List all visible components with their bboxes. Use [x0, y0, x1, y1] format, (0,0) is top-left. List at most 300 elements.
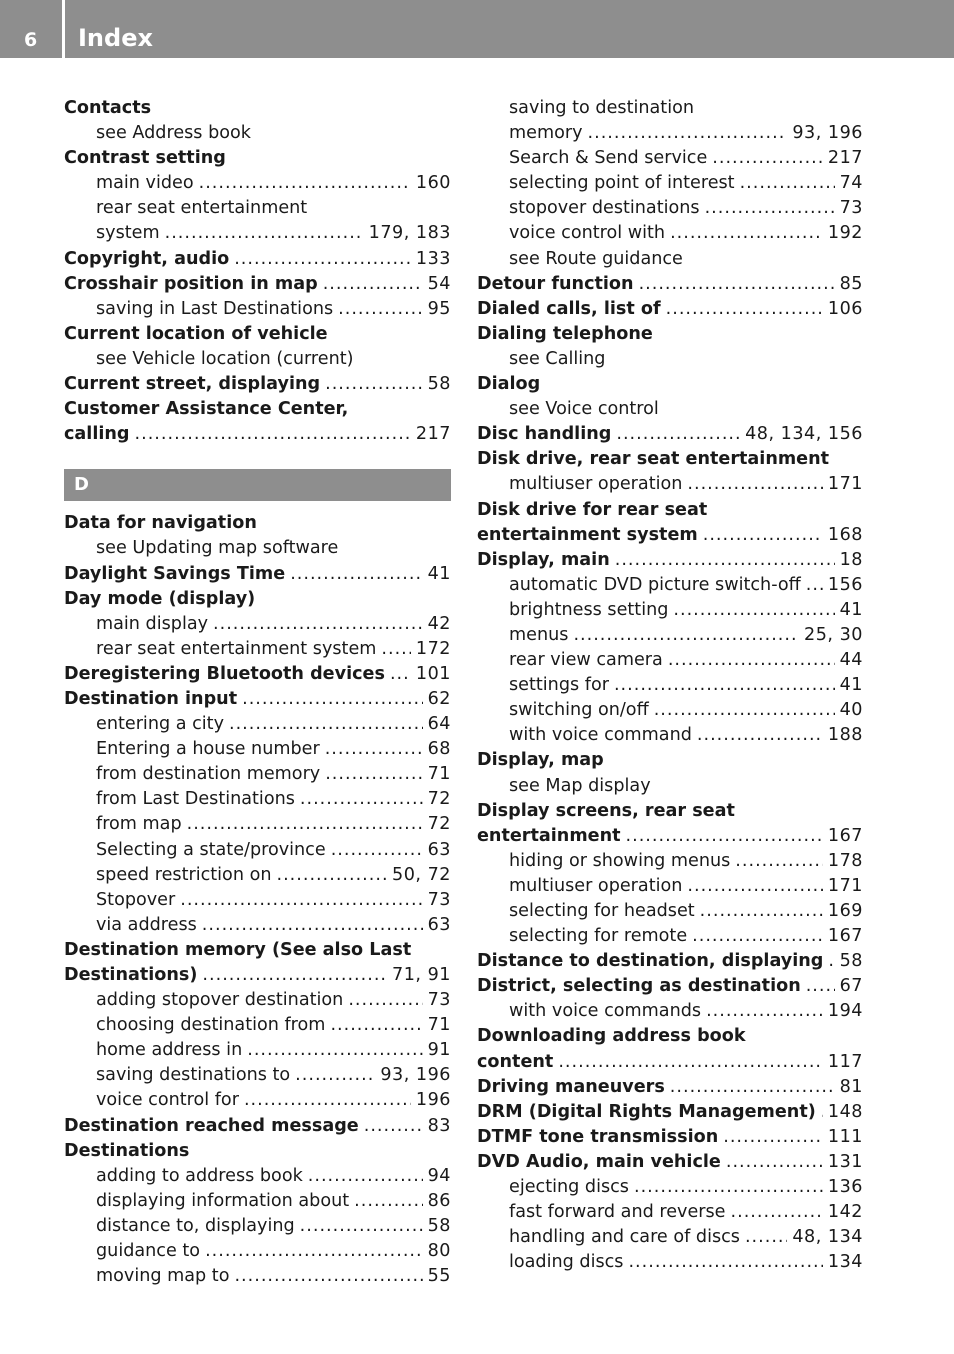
entry-text: saving in Last Destinations — [96, 298, 334, 319]
dot-leader — [308, 1164, 423, 1189]
page-reference: 73 — [427, 889, 451, 910]
page-reference: 93, 196 — [792, 123, 863, 144]
entry-text: Current location of vehicle — [64, 323, 328, 344]
entry-text: selecting for remote — [509, 926, 688, 947]
index-subentry — [64, 637, 451, 662]
index-subentry — [477, 673, 863, 698]
dot-leader — [213, 612, 423, 637]
page-reference: 40 — [839, 700, 863, 721]
entry-text: saving destinations to — [96, 1065, 291, 1086]
dot-leader — [330, 1013, 422, 1038]
page-reference: 196 — [415, 1090, 451, 1111]
dot-leader — [354, 1189, 422, 1214]
index-entry — [64, 247, 451, 272]
page-reference: 131 — [827, 1151, 863, 1172]
dot-leader — [187, 812, 423, 837]
entry-text: Destination input — [64, 688, 238, 709]
dot-leader — [348, 988, 422, 1013]
entry-text: from Last Destinations — [96, 789, 295, 810]
dot-leader — [615, 548, 835, 573]
page-reference: 171 — [827, 875, 863, 896]
dot-leader — [668, 648, 835, 673]
index-entry — [477, 1150, 863, 1175]
dot-leader — [573, 623, 799, 648]
index-subentry — [477, 899, 863, 924]
page-reference: 83 — [427, 1115, 451, 1136]
entry-text: Disk drive, rear seat entertainment — [477, 449, 830, 470]
index-subentry — [64, 888, 451, 913]
entry-text: voice control for — [96, 1090, 239, 1111]
entry-text: see Map display — [509, 775, 651, 796]
page-title: Index — [78, 24, 153, 52]
index-entry — [477, 1024, 863, 1049]
index-entry — [64, 938, 451, 963]
index-subentry — [477, 874, 863, 899]
index-subentry — [477, 598, 863, 623]
index-entry — [477, 372, 863, 397]
entry-text: menus — [509, 624, 569, 645]
dot-leader — [735, 849, 823, 874]
page-reference: 71 — [427, 764, 451, 785]
index-subentry — [64, 988, 451, 1013]
page-reference: 142 — [827, 1202, 863, 1223]
entry-text: Deregistering Bluetooth devices — [64, 663, 385, 684]
entry-text: Dialog — [477, 374, 541, 395]
page-reference: 160 — [415, 173, 451, 194]
index-subentry — [64, 536, 451, 561]
index-entry — [64, 587, 451, 612]
dot-leader — [323, 272, 423, 297]
index-subentry — [64, 1013, 451, 1038]
page-reference: 18 — [839, 549, 863, 570]
index-subentry — [477, 849, 863, 874]
dot-leader — [670, 1075, 835, 1100]
entry-text: speed restriction on — [96, 864, 272, 885]
dot-leader — [666, 297, 823, 322]
dot-leader — [703, 523, 823, 548]
index-subentry — [477, 196, 863, 221]
page-reference: 42 — [427, 613, 451, 634]
dot-leader — [276, 863, 387, 888]
entry-text: from destination memory — [96, 764, 321, 785]
index-entry — [477, 498, 863, 523]
index-subentry — [477, 221, 863, 246]
index-subentry — [477, 247, 863, 272]
entry-text: from map — [96, 814, 182, 835]
page-reference: 169 — [827, 901, 863, 921]
entry-text: Downloading address book — [477, 1026, 746, 1047]
entry-text: rear view camera — [509, 650, 663, 671]
index-subentry — [477, 1175, 863, 1200]
entry-text: adding stopover destination — [96, 990, 344, 1011]
entry-text: saving to destination — [509, 98, 694, 118]
page-reference: 86 — [427, 1190, 451, 1211]
dot-leader — [687, 874, 823, 899]
dot-leader — [806, 974, 835, 999]
entry-text: Detour function — [477, 273, 634, 294]
index-entry — [477, 974, 863, 999]
index-entry — [477, 447, 863, 472]
entry-text: selecting point of interest — [509, 173, 735, 194]
page-reference: 156 — [827, 574, 863, 595]
index-subentry — [477, 1250, 863, 1275]
page-reference: 168 — [827, 524, 863, 545]
index-subentry — [477, 1225, 863, 1250]
entry-text: see Calling — [509, 348, 606, 369]
page-reference: 58 — [427, 374, 451, 395]
page-reference: 71, 91 — [392, 965, 451, 985]
dot-leader — [290, 562, 422, 587]
dot-leader — [616, 422, 740, 447]
page-reference: 167 — [827, 825, 863, 846]
page-reference: 134 — [827, 1252, 863, 1273]
index-subentry — [64, 1038, 451, 1063]
page-reference: 41 — [839, 675, 863, 696]
index-subentry — [64, 913, 451, 938]
index-entry — [64, 687, 451, 712]
page-reference: 64 — [427, 714, 451, 735]
index-entry — [64, 422, 451, 447]
entry-text: main display — [96, 613, 209, 634]
dot-leader — [692, 924, 823, 949]
dot-leader — [202, 963, 387, 988]
index-entry — [477, 824, 863, 849]
entry-text: Destinations) — [64, 965, 198, 985]
index-subentry — [64, 297, 451, 322]
entry-text: Entering a house number — [96, 739, 320, 760]
page-reference: 217 — [827, 148, 863, 169]
entry-text: settings for — [509, 675, 609, 696]
index-subentry — [477, 1200, 863, 1225]
index-entry — [477, 1100, 863, 1125]
page-reference: 48, 134, 156 — [745, 424, 863, 445]
entry-text: Disk drive for rear seat — [477, 499, 708, 520]
dot-leader — [234, 247, 411, 272]
entry-text: Dialed calls, list of — [477, 298, 661, 319]
dot-leader — [325, 372, 423, 397]
entry-text: Data for navigation — [64, 513, 257, 534]
dot-leader — [364, 1114, 423, 1139]
dot-leader — [234, 1264, 422, 1289]
index-subentry — [477, 171, 863, 196]
entry-text: Destination memory (See also Last — [64, 939, 412, 960]
entry-text: Destination reached message — [64, 1115, 359, 1136]
index-subentry — [477, 648, 863, 673]
index-entry — [477, 949, 863, 974]
page-reference: 44 — [839, 650, 863, 671]
page-header — [0, 0, 954, 58]
entry-text: DVD Audio, main vehicle — [477, 1151, 721, 1172]
page-number: 6 — [24, 29, 38, 51]
index-entry — [64, 272, 451, 297]
page-reference: 148 — [827, 1101, 863, 1122]
dot-leader — [205, 1239, 423, 1264]
entry-text: brightness setting — [509, 599, 669, 620]
index-subentry — [64, 1264, 451, 1289]
index-subentry — [64, 1214, 451, 1239]
dot-leader — [670, 221, 823, 246]
entry-text: with voice commands — [509, 1001, 702, 1022]
index-entry — [64, 562, 451, 587]
index-subentry — [477, 723, 863, 748]
index-entry — [477, 422, 863, 447]
dot-leader — [199, 171, 411, 196]
index-subentry — [477, 999, 863, 1024]
page-reference: 111 — [827, 1126, 863, 1147]
index-entry — [477, 1050, 863, 1075]
index-entry — [477, 322, 863, 347]
index-entry — [64, 146, 451, 171]
entry-text: Contacts — [64, 98, 152, 118]
dot-leader — [390, 662, 411, 687]
entry-text: rear seat entertainment — [96, 198, 308, 219]
page-reference: 55 — [427, 1266, 451, 1287]
dot-leader — [634, 1175, 823, 1200]
index-entry — [477, 1125, 863, 1150]
entry-text: Display, main — [477, 549, 610, 570]
entry-text: Contrast setting — [64, 148, 226, 169]
index-subentry — [64, 1189, 451, 1214]
index-entry — [64, 1114, 451, 1139]
page-reference: 73 — [427, 990, 451, 1011]
entry-text: memory — [509, 123, 583, 144]
index-subentry — [477, 924, 863, 949]
index-subentry — [64, 762, 451, 787]
entry-text: adding to address book — [96, 1165, 303, 1186]
page-reference: 217 — [415, 424, 451, 445]
page-reference: 62 — [427, 688, 451, 709]
dot-leader — [705, 196, 835, 221]
index-entry — [64, 372, 451, 397]
entry-text: DRM (Digital Rights Management) — [477, 1101, 816, 1122]
entry-text: main video — [96, 173, 194, 194]
entry-text: Stopover — [96, 889, 176, 910]
index-entry — [477, 272, 863, 297]
entry-text: choosing destination from — [96, 1015, 326, 1036]
index-entry — [64, 662, 451, 687]
index-subentry — [64, 221, 451, 246]
index-subentry — [477, 472, 863, 497]
entry-text: displaying information about — [96, 1190, 350, 1211]
dot-leader — [706, 999, 823, 1024]
dot-leader — [325, 737, 423, 762]
index-entry — [64, 963, 451, 988]
index-subentry — [477, 698, 863, 723]
index-subentry — [477, 623, 863, 648]
page-reference: 58 — [839, 951, 863, 972]
page-reference: 172 — [415, 638, 451, 659]
page-reference: 101 — [415, 663, 451, 684]
entry-text: entering a city — [96, 714, 224, 735]
index-subentry — [64, 838, 451, 863]
dot-leader — [740, 171, 835, 196]
index-subentry — [477, 347, 863, 372]
entry-text: Crosshair position in map — [64, 273, 318, 294]
dot-leader — [295, 1063, 375, 1088]
index-subentry — [64, 1088, 451, 1113]
dot-leader — [626, 824, 823, 849]
header-divider — [62, 0, 65, 58]
dot-leader — [242, 687, 422, 712]
page-reference: 72 — [427, 789, 451, 810]
entry-text: multiuser operation — [509, 474, 683, 495]
page-reference: 41 — [839, 599, 863, 620]
index-subentry — [477, 397, 863, 422]
dot-leader — [165, 221, 364, 246]
page-reference: 117 — [827, 1051, 863, 1072]
page-reference: 72 — [427, 814, 451, 835]
page-reference: 71 — [427, 1015, 451, 1036]
page-reference: 188 — [827, 725, 863, 746]
dot-leader — [135, 422, 411, 447]
section-header: D — [64, 469, 451, 501]
index-entry — [64, 511, 451, 536]
entry-text: rear seat entertainment system — [96, 638, 377, 659]
index-subentry — [64, 787, 451, 812]
entry-text: see Voice control — [509, 399, 659, 420]
index-subentry — [477, 96, 863, 121]
entry-text: home address in — [96, 1040, 243, 1061]
entry-text: entertainment — [477, 825, 621, 846]
entry-text: switching on/off — [509, 700, 649, 721]
entry-text: see Updating map software — [96, 538, 339, 559]
index-entry — [477, 297, 863, 322]
dot-leader — [712, 146, 823, 171]
page-reference: 81 — [839, 1076, 863, 1097]
index-subentry — [64, 812, 451, 837]
page-reference: 192 — [827, 223, 863, 244]
dot-leader — [247, 1038, 422, 1063]
index-subentry — [64, 1239, 451, 1264]
page-reference: 58 — [427, 1215, 451, 1236]
dot-leader — [180, 888, 422, 913]
index-entry — [477, 548, 863, 573]
page-reference: 63 — [427, 839, 451, 860]
entry-text: voice control with — [509, 223, 666, 244]
entry-text: loading discs — [509, 1252, 624, 1273]
dot-leader — [300, 1214, 423, 1239]
entry-text: see Vehicle location (current) — [96, 348, 354, 369]
entry-text: fast forward and reverse — [509, 1202, 726, 1223]
entry-text: entertainment system — [477, 524, 698, 545]
index-subentry — [64, 196, 451, 221]
dot-leader — [325, 762, 422, 787]
dot-leader — [731, 1200, 823, 1225]
entry-text: District, selecting as destination — [477, 976, 801, 997]
dot-leader — [654, 698, 835, 723]
dot-leader — [723, 1125, 823, 1150]
entry-text: with voice command — [509, 725, 692, 746]
page-reference: 74 — [839, 173, 863, 194]
page-reference: 41 — [427, 563, 451, 584]
entry-text: Driving maneuvers — [477, 1076, 665, 1097]
entry-text: automatic DVD picture switch-off — [509, 574, 801, 595]
dot-leader — [700, 899, 823, 924]
page-reference: 178 — [827, 850, 863, 871]
index-subentry — [477, 121, 863, 146]
dot-leader — [726, 1150, 823, 1175]
index-entry — [64, 397, 451, 422]
entry-text: Day mode (display) — [64, 588, 256, 609]
index-subentry — [64, 171, 451, 196]
index-subentry — [64, 121, 451, 146]
page-reference: 95 — [427, 298, 451, 319]
dot-leader — [673, 598, 834, 623]
index-subentry — [64, 1164, 451, 1189]
entry-text: Destinations — [64, 1140, 190, 1161]
entry-text: Disc handling — [477, 424, 612, 445]
index-entry — [64, 96, 451, 121]
page-reference: 85 — [839, 273, 863, 294]
page-reference: 48, 134 — [792, 1227, 863, 1248]
page-reference: 63 — [427, 914, 451, 935]
entry-text: Search & Send service — [509, 148, 708, 169]
entry-text: distance to, displaying — [96, 1215, 295, 1236]
index-subentry — [64, 612, 451, 637]
dot-leader — [202, 913, 423, 938]
index-subentry — [477, 774, 863, 799]
page-reference: 179, 183 — [368, 223, 451, 244]
entry-text: stopover destinations — [509, 198, 700, 219]
dot-leader — [745, 1225, 787, 1250]
entry-text: Distance to destination, displaying — [477, 951, 824, 972]
page-reference: 91 — [427, 1040, 451, 1061]
entry-text: content — [477, 1051, 554, 1072]
entry-text: Daylight Savings Time — [64, 563, 286, 584]
entry-text: hiding or showing menus — [509, 850, 731, 871]
entry-text: Selecting a state/province — [96, 839, 326, 860]
entry-text: moving map to — [96, 1266, 230, 1287]
entry-text: calling — [64, 424, 130, 445]
page-reference: 50, 72 — [392, 864, 451, 885]
entry-text: DTMF tone transmission — [477, 1126, 719, 1147]
entry-text: Display screens, rear seat — [477, 800, 735, 821]
index-entry — [477, 523, 863, 548]
dot-leader — [697, 723, 823, 748]
index-subentry — [477, 146, 863, 171]
index-subentry — [64, 863, 451, 888]
page-reference: 171 — [827, 474, 863, 495]
entry-text: see Route guidance — [509, 248, 683, 269]
dot-leader — [687, 472, 823, 497]
dot-leader — [628, 1250, 822, 1275]
entry-text: ejecting discs — [509, 1177, 629, 1198]
page-reference: 68 — [427, 739, 451, 760]
entry-text: Copyright, audio — [64, 248, 230, 269]
index-entry — [64, 1139, 451, 1164]
page-reference: 136 — [827, 1177, 863, 1198]
page-reference: 54 — [427, 273, 451, 294]
page-reference: 73 — [839, 198, 863, 219]
index-entry — [477, 799, 863, 824]
index-entry — [477, 1075, 863, 1100]
entry-text: via address — [96, 914, 197, 935]
dot-leader — [338, 297, 422, 322]
entry-text: Display, map — [477, 750, 604, 771]
entry-text: multiuser operation — [509, 875, 683, 896]
page-reference: 67 — [839, 976, 863, 997]
index-subentry — [64, 347, 451, 372]
index-column-left — [64, 96, 451, 1289]
dot-leader — [331, 838, 423, 863]
entry-text: see Address book — [96, 123, 251, 144]
dot-leader — [639, 272, 835, 297]
page-reference: 94 — [427, 1165, 451, 1186]
entry-text: Dialing telephone — [477, 323, 653, 344]
entry-text: guidance to — [96, 1241, 201, 1262]
index-subentry — [64, 712, 451, 737]
page-reference: 93, 196 — [380, 1065, 451, 1086]
